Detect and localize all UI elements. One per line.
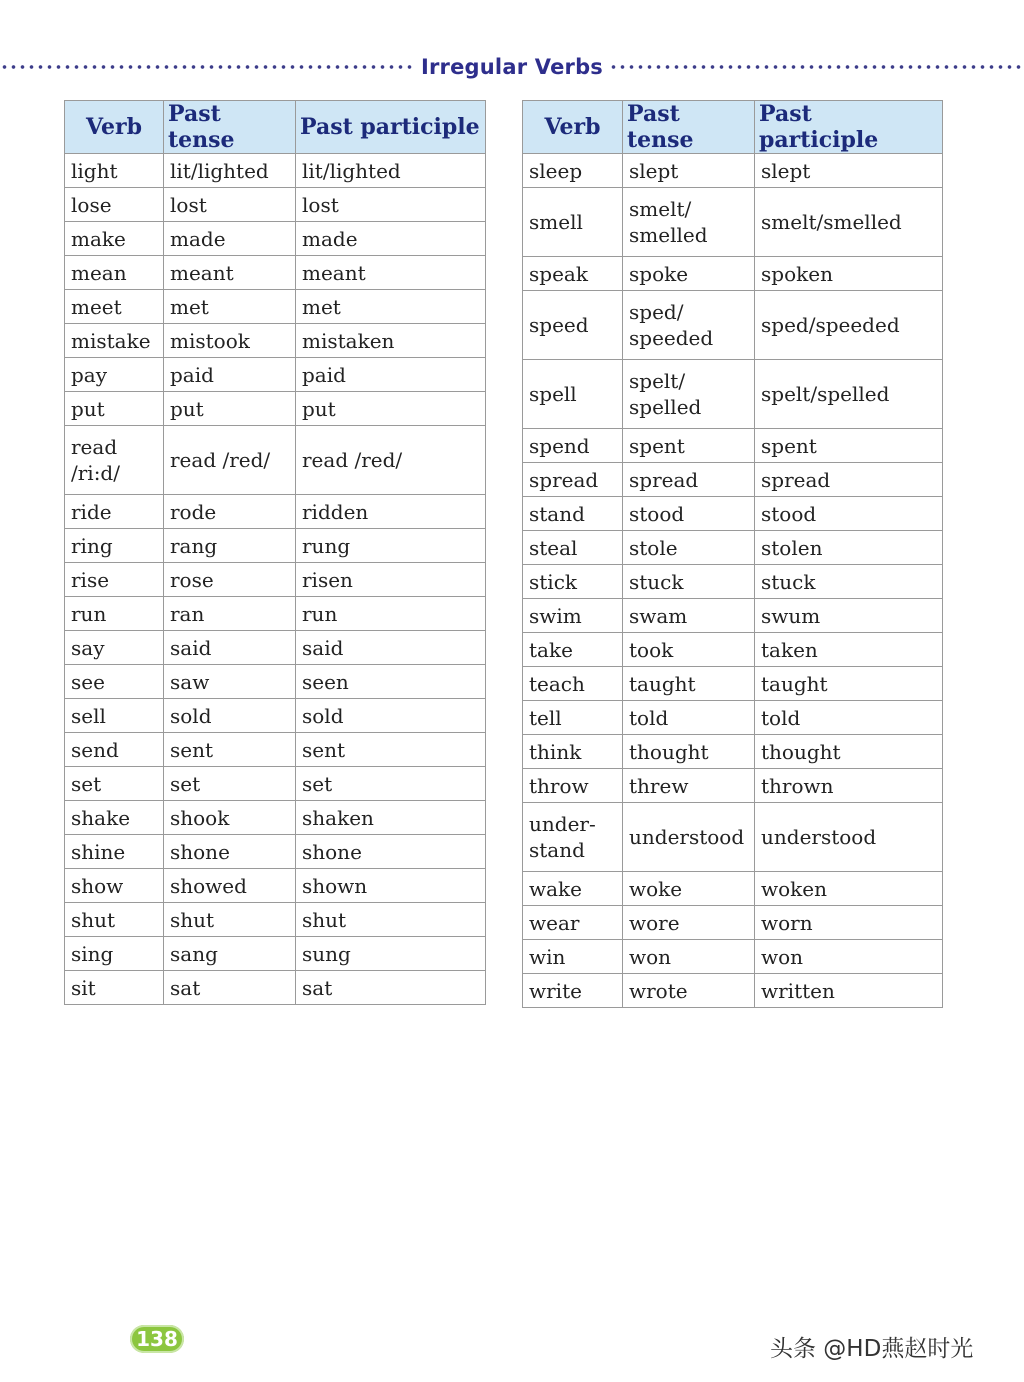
past-tense-cell: spent: [623, 429, 755, 463]
past-tense-cell: shut: [164, 903, 296, 937]
table-row: [523, 188, 943, 257]
verb-cell: light: [65, 154, 164, 188]
past-tense-cell: ran: [164, 597, 296, 631]
table-row: [523, 803, 943, 872]
past-tense-cell: understood: [623, 803, 755, 872]
past-tense-cell: slept: [623, 154, 755, 188]
past-participle-cell: woken: [755, 872, 943, 906]
verb-cell: mean: [65, 256, 164, 290]
past-tense-cell: told: [623, 701, 755, 735]
past-tense-cell: thought: [623, 735, 755, 769]
verb-cell: ride: [65, 495, 164, 529]
past-tense-cell: met: [164, 290, 296, 324]
past-tense-cell: sped/ speeded: [623, 291, 755, 360]
verb-cell: wear: [523, 906, 623, 940]
verb-cell: make: [65, 222, 164, 256]
table-row: [65, 665, 486, 699]
past-tense-cell: spoke: [623, 257, 755, 291]
verb-cell: see: [65, 665, 164, 699]
table-row: [65, 937, 486, 971]
column-header-verb: Verb: [65, 101, 164, 154]
table-row: [65, 903, 486, 937]
verb-cell: sing: [65, 937, 164, 971]
past-tense-cell: threw: [623, 769, 755, 803]
watermark: 头条 @HD燕赵时光: [770, 1336, 974, 1362]
verb-cell: read /ri:d/: [65, 426, 164, 495]
past-participle-cell: taught: [755, 667, 943, 701]
past-tense-cell: shook: [164, 801, 296, 835]
past-participle-cell: taken: [755, 633, 943, 667]
table-row: [523, 633, 943, 667]
table-row: [65, 767, 486, 801]
dotted-rule-left: [0, 65, 415, 69]
past-participle-cell: spelt/spelled: [755, 360, 943, 429]
table-row: [523, 974, 943, 1008]
page-title: Irregular Verbs: [420, 55, 604, 79]
past-tense-cell: stood: [623, 497, 755, 531]
past-tense-cell: lit/lighted: [164, 154, 296, 188]
past-participle-cell: shone: [296, 835, 486, 869]
table-row: [523, 599, 943, 633]
past-participle-cell: lit/lighted: [296, 154, 486, 188]
past-participle-cell: stolen: [755, 531, 943, 565]
past-tense-cell: set: [164, 767, 296, 801]
past-participle-cell: sent: [296, 733, 486, 767]
table-row: [65, 631, 486, 665]
verb-cell: set: [65, 767, 164, 801]
past-tense-cell: sat: [164, 971, 296, 1005]
past-participle-cell: told: [755, 701, 943, 735]
past-tense-cell: meant: [164, 256, 296, 290]
verb-cell: send: [65, 733, 164, 767]
past-tense-cell: paid: [164, 358, 296, 392]
past-participle-cell: worn: [755, 906, 943, 940]
verb-cell: speak: [523, 257, 623, 291]
table-header-row: [523, 101, 943, 154]
page-number-badge: 138: [130, 1325, 184, 1353]
verb-cell: meet: [65, 290, 164, 324]
past-participle-cell: sold: [296, 699, 486, 733]
past-tense-cell: sang: [164, 937, 296, 971]
past-tense-cell: mistook: [164, 324, 296, 358]
past-tense-cell: sold: [164, 699, 296, 733]
table-row: [523, 735, 943, 769]
verb-cell: write: [523, 974, 623, 1008]
past-tense-cell: put: [164, 392, 296, 426]
past-participle-cell: read /red/: [296, 426, 486, 495]
verb-cell: tell: [523, 701, 623, 735]
table-row: [523, 667, 943, 701]
past-participle-cell: shaken: [296, 801, 486, 835]
table-row: [523, 701, 943, 735]
verb-cell: teach: [523, 667, 623, 701]
verb-cell: mistake: [65, 324, 164, 358]
verb-cell: take: [523, 633, 623, 667]
past-tense-cell: stole: [623, 531, 755, 565]
verb-cell: stick: [523, 565, 623, 599]
table-row: [65, 495, 486, 529]
past-tense-cell: rang: [164, 529, 296, 563]
past-participle-cell: stuck: [755, 565, 943, 599]
table-row: [65, 869, 486, 903]
table-row: [65, 392, 486, 426]
past-participle-cell: paid: [296, 358, 486, 392]
past-tense-cell: took: [623, 633, 755, 667]
verb-cell: rise: [65, 563, 164, 597]
past-tense-cell: said: [164, 631, 296, 665]
past-tense-cell: made: [164, 222, 296, 256]
verb-cell: shine: [65, 835, 164, 869]
past-participle-cell: stood: [755, 497, 943, 531]
verb-cell: ring: [65, 529, 164, 563]
table-row: [65, 971, 486, 1005]
column-header-past-tense: Past tense: [623, 101, 755, 154]
past-tense-cell: shone: [164, 835, 296, 869]
past-participle-cell: sat: [296, 971, 486, 1005]
column-header-verb: Verb: [523, 101, 623, 154]
verbs-table-right: [522, 100, 943, 1008]
verb-cell: wake: [523, 872, 623, 906]
table-row: [65, 597, 486, 631]
past-participle-cell: thrown: [755, 769, 943, 803]
past-participle-cell: understood: [755, 803, 943, 872]
past-tense-cell: spelt/ spelled: [623, 360, 755, 429]
verb-cell: win: [523, 940, 623, 974]
past-participle-cell: sung: [296, 937, 486, 971]
past-participle-cell: seen: [296, 665, 486, 699]
verbs-table-right-body: [523, 154, 943, 1008]
past-participle-cell: rung: [296, 529, 486, 563]
past-participle-cell: run: [296, 597, 486, 631]
verb-cell: sell: [65, 699, 164, 733]
table-row: [65, 733, 486, 767]
past-participle-cell: ridden: [296, 495, 486, 529]
past-participle-cell: sped/speeded: [755, 291, 943, 360]
past-tense-cell: spread: [623, 463, 755, 497]
verb-cell: spread: [523, 463, 623, 497]
verb-cell: lose: [65, 188, 164, 222]
verb-cell: shake: [65, 801, 164, 835]
past-participle-cell: smelt/smelled: [755, 188, 943, 257]
verb-cell: run: [65, 597, 164, 631]
verb-cell: say: [65, 631, 164, 665]
past-tense-cell: rode: [164, 495, 296, 529]
table-row: [523, 463, 943, 497]
table-row: [65, 188, 486, 222]
verb-cell: throw: [523, 769, 623, 803]
table-row: [65, 256, 486, 290]
table-row: [65, 324, 486, 358]
past-tense-cell: stuck: [623, 565, 755, 599]
past-participle-cell: shown: [296, 869, 486, 903]
past-participle-cell: risen: [296, 563, 486, 597]
table-row: [523, 872, 943, 906]
column-header-past-participle: Past participle: [296, 101, 486, 154]
past-tense-cell: read /red/: [164, 426, 296, 495]
table-row: [65, 358, 486, 392]
table-row: [65, 699, 486, 733]
past-participle-cell: mistaken: [296, 324, 486, 358]
verb-cell: show: [65, 869, 164, 903]
past-participle-cell: thought: [755, 735, 943, 769]
column-header-past-participle: Past participle: [755, 101, 943, 154]
past-participle-cell: lost: [296, 188, 486, 222]
past-participle-cell: set: [296, 767, 486, 801]
column-header-past-tense: Past tense: [164, 101, 296, 154]
past-participle-cell: spent: [755, 429, 943, 463]
table-row: [65, 835, 486, 869]
past-tense-cell: lost: [164, 188, 296, 222]
table-row: [523, 291, 943, 360]
table-row: [65, 290, 486, 324]
table-row: [65, 529, 486, 563]
past-participle-cell: met: [296, 290, 486, 324]
table-row: [523, 769, 943, 803]
past-tense-cell: rose: [164, 563, 296, 597]
past-participle-cell: spread: [755, 463, 943, 497]
past-participle-cell: written: [755, 974, 943, 1008]
verb-cell: swim: [523, 599, 623, 633]
dotted-rule-right: [609, 65, 1024, 69]
table-row: [523, 154, 943, 188]
past-tense-cell: wrote: [623, 974, 755, 1008]
past-tense-cell: smelt/ smelled: [623, 188, 755, 257]
past-tense-cell: saw: [164, 665, 296, 699]
table-row: [523, 257, 943, 291]
verb-cell: put: [65, 392, 164, 426]
verb-cell: stand: [523, 497, 623, 531]
verb-cell: speed: [523, 291, 623, 360]
table-row: [523, 565, 943, 599]
verb-cell: spend: [523, 429, 623, 463]
table-row: [523, 497, 943, 531]
past-participle-cell: said: [296, 631, 486, 665]
table-row: [65, 563, 486, 597]
verb-cell: think: [523, 735, 623, 769]
past-participle-cell: made: [296, 222, 486, 256]
verbs-table-left-body: [65, 154, 486, 1005]
table-row: [523, 360, 943, 429]
table-row: [65, 801, 486, 835]
past-tense-cell: swam: [623, 599, 755, 633]
verb-cell: under- stand: [523, 803, 623, 872]
past-tense-cell: sent: [164, 733, 296, 767]
verb-cell: steal: [523, 531, 623, 565]
verb-cell: shut: [65, 903, 164, 937]
past-tense-cell: woke: [623, 872, 755, 906]
past-participle-cell: won: [755, 940, 943, 974]
past-tense-cell: wore: [623, 906, 755, 940]
verb-cell: sleep: [523, 154, 623, 188]
verb-cell: pay: [65, 358, 164, 392]
verb-cell: sit: [65, 971, 164, 1005]
verb-cell: spell: [523, 360, 623, 429]
past-participle-cell: slept: [755, 154, 943, 188]
past-tense-cell: taught: [623, 667, 755, 701]
table-row: [65, 426, 486, 495]
table-row: [523, 531, 943, 565]
past-tense-cell: won: [623, 940, 755, 974]
verb-cell: smell: [523, 188, 623, 257]
past-participle-cell: swum: [755, 599, 943, 633]
past-participle-cell: meant: [296, 256, 486, 290]
table-row: [523, 429, 943, 463]
past-participle-cell: spoken: [755, 257, 943, 291]
past-participle-cell: put: [296, 392, 486, 426]
table-row: [523, 906, 943, 940]
past-tense-cell: showed: [164, 869, 296, 903]
table-header-row: [65, 101, 486, 154]
past-participle-cell: shut: [296, 903, 486, 937]
page-header: [0, 52, 1024, 82]
table-row: [65, 154, 486, 188]
verbs-table-left: [64, 100, 486, 1005]
table-row: [65, 222, 486, 256]
table-row: [523, 940, 943, 974]
